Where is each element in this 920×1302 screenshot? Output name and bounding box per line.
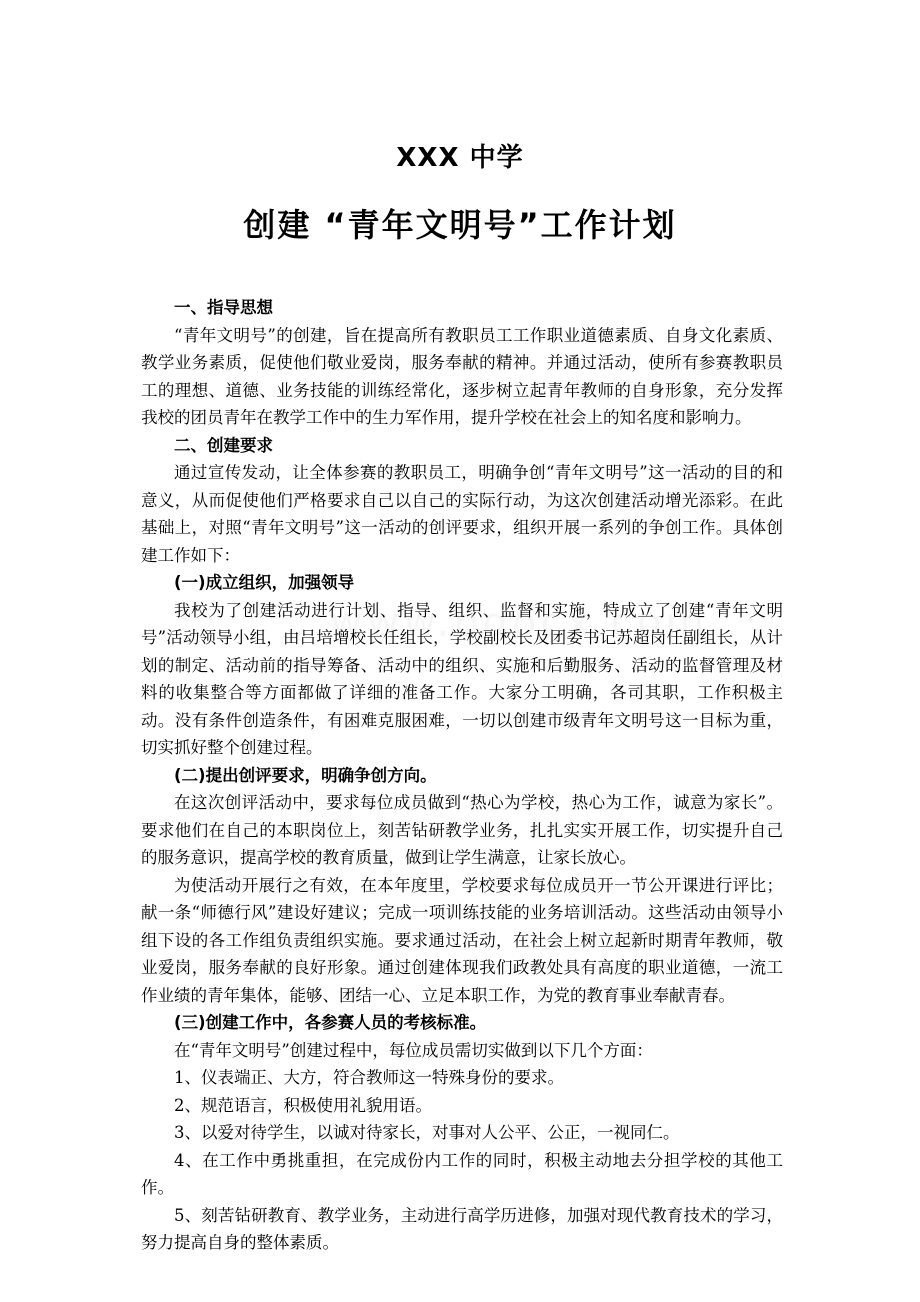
subsection-heading: (二)提出创评要求，明确争创方向。: [174, 765, 437, 785]
paragraph: 为使活动开展行之有效，在本年度里，学校要求每位成员开一节公开课进行评比；献一条“师德行风”建设好建议；完成一项训练技能的业务培训活动。这些活动由领导小组下设的各工作组负责组织实施。要求通过活动，在社会上树立起新时期青年教师，敬业爱岗，服务奉献的良好形象。通过创建体现我们政教处具有高度的职业道德，一流工作业绩的青年集体，能够、团结一心、立足本职工作，为党的教育事业奉献青春。: [141, 875, 783, 1005]
paragraph: “青年文明号”的创建，旨在提高所有教职员工工作职业道德素质、自身文化素质、教学业务素质，促使他们敬业爱岗，服务奉献的精神。并通过活动，使所有参赛教职员工的理想、道德、业务技能的训练经常化，逐步树立起青年教师的自身形象，充分发挥我校的团员青年在教学工作中的生力军作用，提升学校在社会上的知名度和影响力。: [141, 325, 783, 427]
list-item: 1、仪表端正、大方，符合教师这一特殊身份的要求。: [174, 1068, 564, 1087]
document-title: 创建 “青年文明号”工作计划: [243, 206, 677, 244]
subsection-heading: (一)成立组织，加强领导: [174, 573, 355, 592]
paragraph: 我校为了创建活动进行计划、指导、组织、监督和实施，特成立了创建“青年文明号”活动领导小组，由吕培增校长任组长，学校副校长及团委书记苏超岗任副组长，从计划的制定、活动前的指导筹备、活动中的组织、实施和后勤服务、活动的监督管理及材料的收集整合等方面都做了详细的准备工作。大家分工明确，各司其职，工作积极主动。没有条件创造条件，有困难克服困难，一切以创建市级青年文明号这一目标为重，切实抓好整个创建过程。: [141, 600, 783, 757]
subsection-heading: (三)创建工作中，各参赛人员的考核标准。: [174, 1013, 487, 1032]
list-item: 2、规范语言，积极使用礼貌用语。: [174, 1095, 432, 1115]
section-heading: 二、创建要求: [174, 435, 273, 455]
school-name: XXX 中学: [396, 143, 524, 173]
paragraph: 在“青年文明号”创建过程中，每位成员需切实做到以下几个方面：: [174, 1040, 653, 1060]
list-item: 5、刻苦钻研教育、教学业务，主动进行高学历进修，加强对现代教育技术的学习，努力提高自身的整体素质。: [141, 1205, 783, 1252]
section-heading: 一、指导思想: [174, 298, 273, 317]
paragraph: 通过宣传发动，让全体参赛的教职员工，明确争创“青年文明号”这一活动的目的和意义，从而促使他们严格要求自己以自己的实际行动，为这次创建活动增光添彩。在此基础上，对照“青年文明号”这一活动的创评要求，组织开展一系列的争创工作。具体创建工作如下：: [141, 463, 783, 565]
list-item: 4、在工作中勇挑重担，在完成份内工作的同时，积极主动地去分担学校的其他工作。: [141, 1150, 783, 1197]
list-item: 3、以爱对待学生，以诚对待家长，对事对人公平、公正，一视同仁。: [174, 1123, 680, 1142]
paragraph: 在这次创评活动中，要求每位成员做到“热心为学校，热心为工作，诚意为家长”。要求他们在自己的本职岗位上，刻苦钻研教学业务，扎扎实实开展工作，切实提升自己的服务意识，提高学校的教育质量，做到让学生满意，让家长放心。: [141, 793, 783, 867]
document-body: [141, 294, 783, 1257]
